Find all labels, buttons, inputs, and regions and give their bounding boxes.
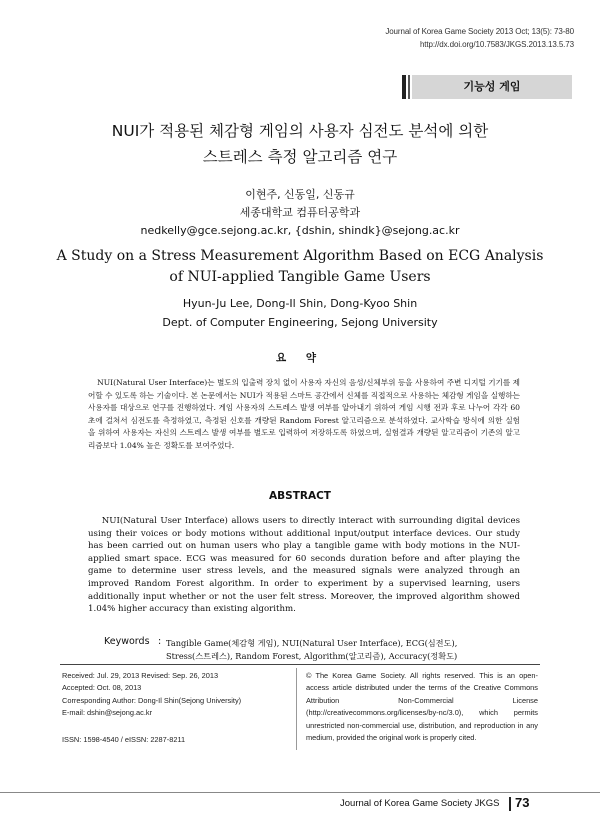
title-korean-line2: 스트레스 측정 알고리즘 연구 — [202, 148, 398, 166]
journal-doi: http://dx.doi.org/10.7583/JKGS.2013.13.5.73 — [419, 40, 574, 49]
title-korean-line1: NUI가 적용된 체감형 게임의 사용자 심전도 분석에 의한 — [111, 122, 489, 140]
category-bar-thick — [402, 75, 406, 99]
abstract-english-body: NUI(Natural User Interface) allows users to directly interact with surrounding digital devices using their voices or body motions without additional input/output interface devices. Our study has been carried out on human users who play a tangible game with body motions in the NUI-applied smart space. ECG was measured for 60 seconds duration before and after playing the game to determine user stress levels, and the measured signals were analyzed through an improved Random Forest algorithm. In order to experiment by a supervised learning, users additionally input whether or not the user felt stress. Moreover, the improved algorithm showed 1.04% higher accuracy than existing algorithm. — [88, 516, 520, 615]
keywords-label: Keywords — [104, 636, 150, 647]
page-footer-separator — [509, 797, 511, 811]
page-footer-rule — [0, 792, 600, 793]
page-footer-journal: Journal of Korea Game Society JKGS — [340, 798, 500, 809]
corresponding-email: E-mail: dshin@sejong.ac.kr — [62, 708, 153, 718]
issn: ISSN: 1598-4540 / eISSN: 2287-8211 — [62, 735, 186, 744]
authors-english — [60, 294, 540, 332]
title-english — [40, 246, 560, 288]
keywords-line2: Stress(스트레스), Random Forest, Algorithm(알고리즘), Accuracy(정확도) — [166, 651, 458, 661]
page-number: 73 — [515, 795, 530, 810]
abstract-english-heading: ABSTRACT — [269, 490, 331, 502]
copyright-notice: © The Korea Game Society. All rights reserved. This is an open-access article distributed under the terms of the Creative Commons Attribution Non-Commercial License (http://creativecommons.org/licenses/by-nc/3.0), which permits unrestricted non-commercial use, distribution, and reproduction in any medium, provided the original work is properly cited. — [306, 671, 538, 743]
category-banner — [402, 75, 572, 99]
abstract-korean-body: NUI(Natural User Interface)는 별도의 입출력 장치 없이 사용자 자신의 음성/신체부위 등을 사용하여 주변 디지털 기기를 제어할 수 있도록 하는 기술이다. 본 논문에서는 NUI가 적용된 스마트 공간에서 신체를 직접적으로 사용하는 체감형 게임을 실행하는 사용자를 대상으로 연구를 진행하였다. 게임 사용자의 스트레스 발생 여부를 알아내기 위하여 게임 시행 전과 후로 나누어 각각 60초에 걸쳐서 심전도를 측정하였고, 측정된 신호를 개량된 Random Forest 알고리즘으로 분석하였다. 교사학습 방식에 의한 실험을 위하여 사용자는 자신의 스트레스 발생 여부를 별도로 입력하여 저장하도록 하였으며, 실험결과 개량된 알고리즘이 기존의 알고리즘보다 1.04% 높은 정확도를 보여주었다. — [88, 378, 520, 450]
abstract-korean-heading: 요 약 — [276, 352, 324, 364]
affiliation-korean: 세종대학교 컴퓨터공학과 — [239, 206, 361, 219]
authors-korean — [60, 186, 540, 240]
keywords-list — [166, 637, 526, 663]
footer-divider — [60, 664, 540, 665]
title-korean — [60, 118, 540, 170]
accepted-date: Accepted: Oct. 08, 2013 — [62, 683, 142, 693]
keywords-line1: Tangible Game(체감형 게임), NUI(Natural User Interface), ECG(심전도), — [166, 638, 458, 648]
affiliation-english: Dept. of Computer Engineering, Sejong University — [162, 316, 438, 329]
title-english-line1: A Study on a Stress Measurement Algorithm Based on ECG Analysis — [56, 248, 544, 264]
author-names-korean: 이현주, 신동일, 신동규 — [245, 188, 355, 201]
category-label: 기능성 게임 — [412, 75, 572, 99]
category-bar-thin — [408, 75, 410, 99]
footer-article-info — [62, 670, 288, 720]
author-names-english: Hyun-Ju Lee, Dong-Il Shin, Dong-Kyoo Shin — [182, 297, 418, 310]
footer-column-divider — [296, 668, 297, 750]
title-english-line2: of NUI-applied Tangible Game Users — [169, 269, 431, 285]
corresponding-author: Corresponding Author: Dong-Il Shin(Sejong University) — [62, 695, 242, 705]
received-date: Received: Jul. 29, 2013 Revised: Sep. 26, 2013 — [62, 671, 219, 680]
keywords-separator: : — [158, 636, 162, 647]
journal-citation: Journal of Korea Game Society 2013 Oct; 13(5): 73-80 — [385, 27, 574, 36]
author-emails: nedkelly@gce.sejong.ac.kr, {dshin, shindk}@sejong.ac.kr — [140, 224, 460, 237]
